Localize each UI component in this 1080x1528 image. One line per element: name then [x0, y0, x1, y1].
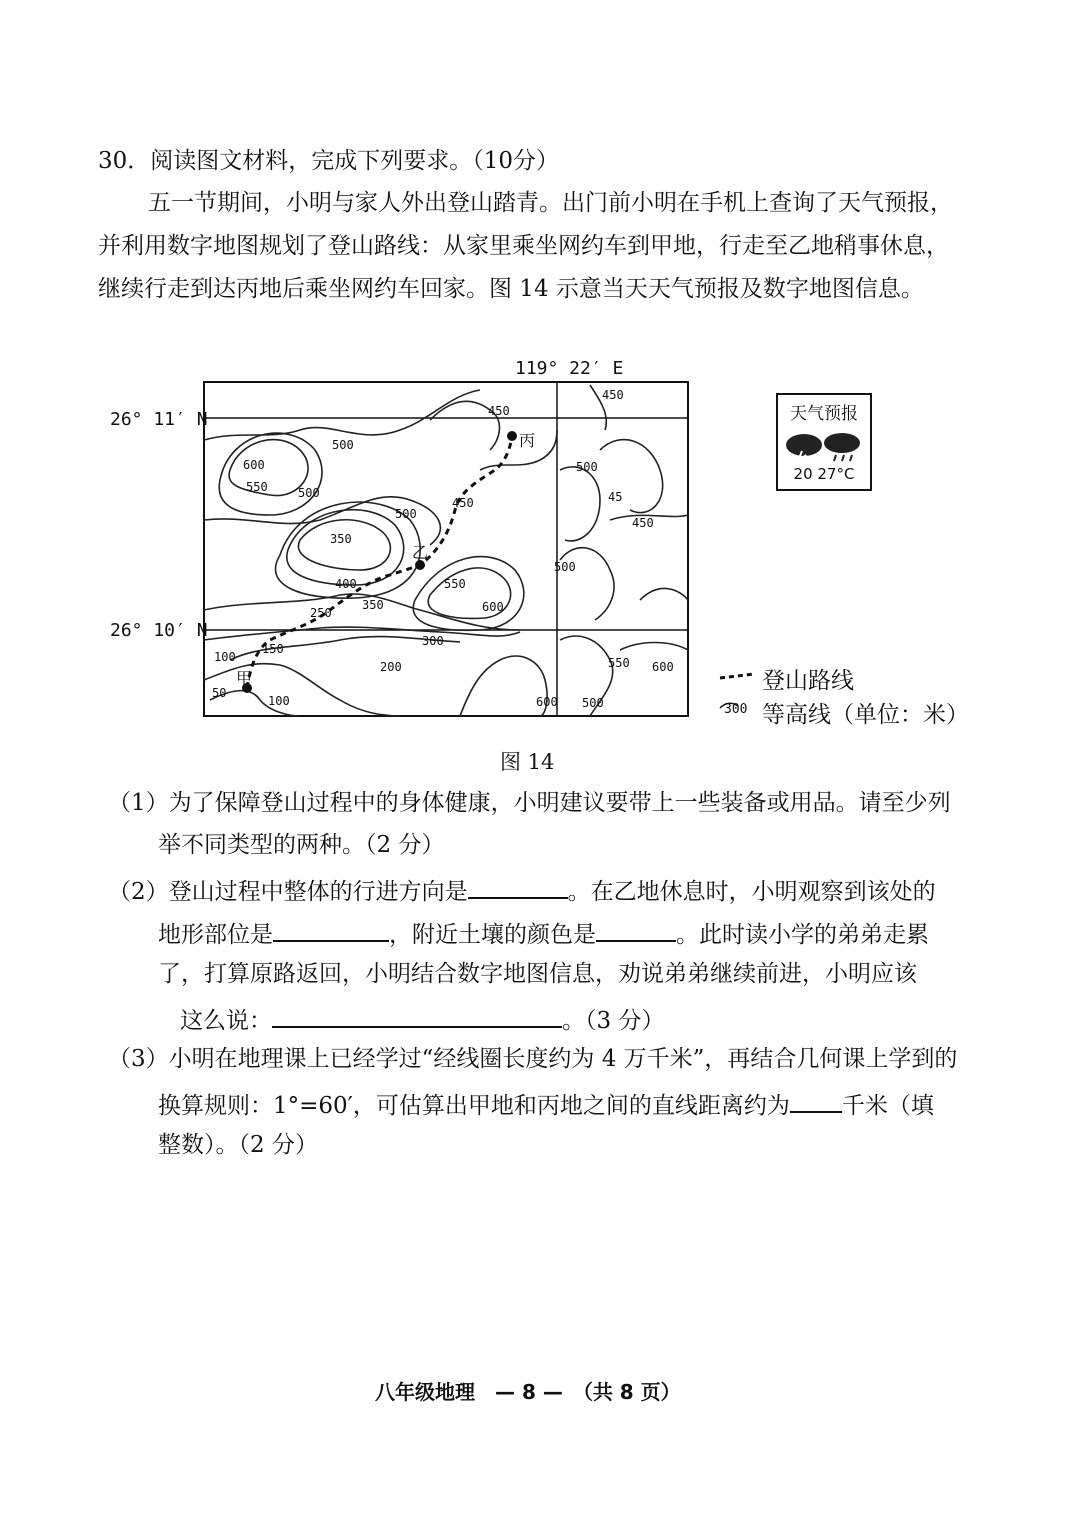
q2-line-1: [108, 873, 936, 907]
figure-caption: 图 14: [500, 750, 555, 774]
place-bing: 丙: [519, 431, 536, 450]
contour-label: 500: [554, 560, 576, 574]
weather-icons: [782, 429, 866, 463]
longitude-label: 119° 22′ E: [515, 358, 624, 379]
contour-label: 600: [652, 660, 674, 674]
material-line-2: 并利用数字地图规划了登山路线：从家里乘坐网约车到甲地，行走至乙地稍事休息，: [98, 233, 949, 259]
contour-label: 450: [602, 388, 624, 402]
contour-label: 50: [212, 686, 227, 700]
q2-text: 。此时读小学的弟弟走累: [676, 922, 929, 948]
legend-contour-label: 等高线（单位：米）: [762, 702, 969, 728]
contour-label: 450: [488, 404, 510, 418]
q2-text: 这么说：: [180, 1008, 272, 1034]
page-footer: 八年级地理 — 8 — （共 8 页）: [375, 1380, 681, 1404]
contour-label: 600: [243, 458, 265, 472]
contour-label: 600: [536, 695, 558, 709]
answer-blank-persuade[interactable]: [272, 1002, 562, 1028]
q2-text: （2）登山过程中整体的行进方向是: [108, 879, 468, 905]
contour-label: 550: [444, 577, 466, 591]
q3-line-1: （3）小明在地理课上已经学过“经线圈长度约为 4 万千米”，再结合几何课上学到的: [108, 1046, 958, 1072]
q1-line-1: （1）为了保障登山过程中的身体健康，小明建议要带上一些装备或用品。请至少列: [108, 790, 951, 816]
material-line-3: 继续行走到达丙地后乘坐网约车回家。图 14 示意当天天气预报及数字地图信息。: [98, 276, 924, 302]
legend-route-symbol: [720, 674, 754, 678]
q3-text: 千米（填: [841, 1093, 934, 1119]
contour-label: 300: [422, 634, 444, 648]
contour-label: 550: [246, 480, 268, 494]
contour-label: 500: [395, 507, 417, 521]
answer-blank-direction[interactable]: [468, 873, 568, 899]
q2-line-3: 了，打算原路返回，小明结合数字地图信息，劝说弟弟继续前进，小明应该: [158, 961, 917, 987]
latitude-label-bottom: 26° 10′ N: [110, 620, 208, 641]
contour-label: 500: [332, 438, 354, 452]
contour-label: 500: [582, 696, 604, 710]
answer-blank-distance[interactable]: [790, 1087, 842, 1113]
point-bing: [507, 431, 517, 441]
answer-blank-soil-color[interactable]: [596, 916, 676, 942]
q2-text: 地形部位是: [158, 922, 273, 948]
contour-label: 200: [380, 660, 402, 674]
legend-route-label: 登山路线: [762, 668, 854, 694]
place-jia: 甲: [236, 669, 253, 688]
weather-temperature: 20 27°C: [793, 465, 855, 483]
contour-label: 150: [262, 642, 284, 656]
contour-label: 500: [576, 460, 598, 474]
q3-line-2: [158, 1087, 934, 1121]
q2-line-2: [158, 916, 929, 950]
question-title: 30．阅读图文材料，完成下列要求。（10分）: [98, 148, 560, 174]
cloud-rain-icon: [824, 433, 860, 461]
contour-label: 450: [452, 496, 474, 510]
place-yi: 乙: [412, 543, 429, 562]
weather-forecast-box: [776, 393, 872, 491]
topographic-map: [0, 0, 1080, 760]
q2-text: 。在乙地休息时，小明观察到该处的: [567, 879, 936, 905]
contour-label: 350: [330, 532, 352, 546]
q2-text: ，附近土壤的颜色是: [389, 922, 596, 948]
q2-line-4: [180, 1002, 664, 1036]
contour-label: 45: [608, 490, 623, 504]
latitude-label-top: 26° 11′ N: [110, 409, 208, 430]
q3-text: 换算规则：1°=60′，可估算出甲地和丙地之间的直线距离约为: [158, 1093, 790, 1119]
contour-label: 350: [362, 598, 384, 612]
contour-label: 400: [335, 577, 357, 591]
thunderstorm-icon: [786, 434, 822, 463]
contour-label: 550: [608, 656, 630, 670]
legend-contour-sample: 300: [724, 702, 748, 717]
contour-label: 250: [310, 606, 332, 620]
contour-label: 100: [214, 650, 236, 664]
contour-label: 450: [632, 516, 654, 530]
contour-label: 100: [268, 694, 290, 708]
q3-line-3: 整数）。（2 分）: [158, 1132, 318, 1158]
contour-label: 600: [482, 600, 504, 614]
material-line-1: 五一节期间，小明与家人外出登山踏青。出门前小明在手机上查询了天气预报，: [148, 190, 953, 216]
q2-text: 。（3 分）: [562, 1008, 665, 1034]
contour-label: 500: [298, 486, 320, 500]
answer-blank-terrain[interactable]: [273, 916, 389, 942]
q1-line-2: 举不同类型的两种。（2 分）: [158, 832, 445, 858]
weather-title: 天气预报: [790, 404, 858, 424]
